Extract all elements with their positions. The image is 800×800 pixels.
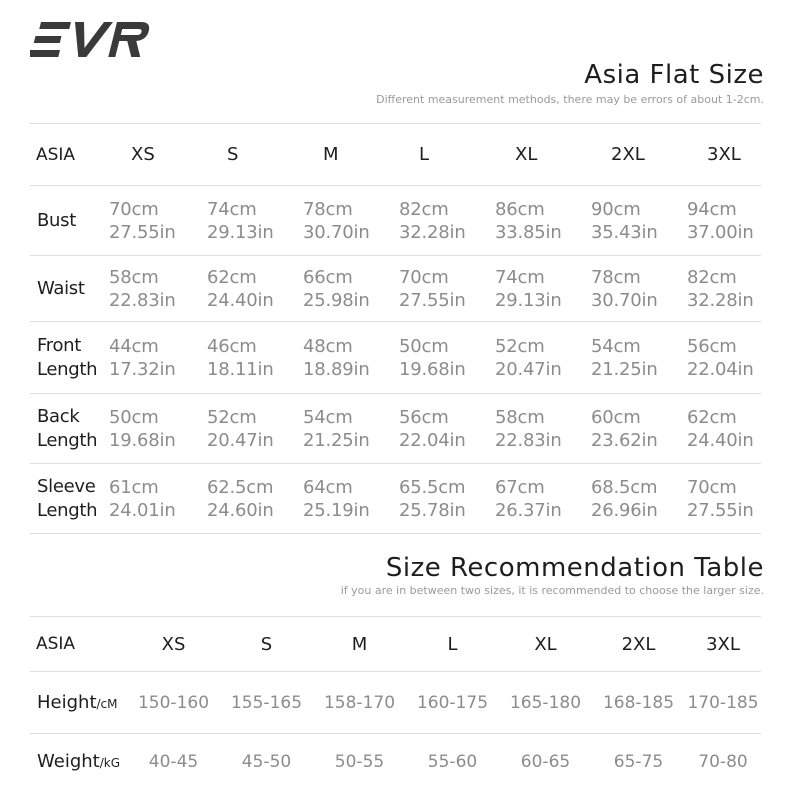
value-cm: 48cm (303, 335, 353, 357)
measurement-cell (687, 464, 761, 534)
size-header-l: L (406, 617, 499, 672)
value-cm: 56cm (399, 406, 449, 428)
value-cm: 82cm (399, 198, 449, 220)
measurement-cell (399, 464, 495, 534)
value-in: 26.96in (591, 499, 658, 521)
measurement-cell (495, 322, 591, 394)
value-cm: 82cm (687, 266, 737, 288)
measurement-cell (399, 256, 495, 322)
value-in: 20.47in (495, 358, 562, 380)
measurement-label-line: Waist (37, 277, 85, 299)
measurement-cell (687, 322, 761, 394)
value-in: 18.11in (207, 358, 274, 380)
measurement-cell (109, 186, 207, 256)
measurement-cell (399, 322, 495, 394)
measurement-label (30, 256, 109, 322)
value-cm: 44cm (109, 335, 159, 357)
recommendation-unit: /cM (96, 697, 118, 711)
measurement-cell (495, 464, 591, 534)
value-cm: 86cm (495, 198, 545, 220)
size-header-xl: XL (495, 124, 591, 186)
recommendation-cell: 70-80 (698, 751, 748, 772)
recommendation-label-text: Height (37, 692, 97, 713)
value-in: 22.04in (399, 429, 466, 451)
value-in: 23.62in (591, 429, 658, 451)
measurement-row (30, 464, 761, 534)
measurement-label-line: Length (37, 499, 98, 521)
value-in: 25.78in (399, 499, 466, 521)
recommendation-label-text: Weight (37, 751, 100, 773)
value-in: 22.04in (687, 358, 754, 380)
measurement-cell (495, 394, 591, 464)
recommendation-subtitle: if you are in between two sizes, it is recommended to choose the larger size. (340, 584, 764, 597)
recommendation-cell: 55-60 (427, 751, 478, 772)
value-cm: 46cm (207, 335, 257, 357)
value-in: 29.13in (207, 221, 274, 243)
measurement-cell (399, 186, 495, 256)
measurement-cell (109, 256, 207, 322)
value-cm: 62.5cm (207, 476, 274, 498)
value-in: 37.00in (687, 221, 754, 243)
size-header-xs: XS (127, 617, 220, 672)
flat-size-header-row (30, 124, 761, 186)
value-in: 24.60in (207, 499, 274, 521)
recommendation-cell: 65-75 (613, 751, 664, 772)
recommendation-table (30, 616, 761, 790)
measurement-label (30, 464, 109, 534)
size-header-m: M (303, 124, 399, 186)
value-in: 24.40in (207, 289, 274, 311)
measurement-row (30, 256, 761, 322)
value-cm: 68.5cm (591, 476, 658, 498)
measurement-cell (303, 394, 399, 464)
recommendation-cell: 160-175 (406, 672, 499, 734)
brand-logo (30, 18, 160, 64)
value-cm: 74cm (207, 198, 257, 220)
size-header-3xl: 3XL (685, 617, 761, 672)
measurement-cell (495, 256, 591, 322)
value-cm: 70cm (109, 198, 159, 220)
measurement-cell (687, 256, 761, 322)
evr-logo-icon (30, 18, 160, 64)
value-in: 25.98in (303, 289, 370, 311)
value-cm: 67cm (495, 476, 545, 498)
value-cm: 60cm (591, 406, 641, 428)
recommendation-row (30, 734, 761, 790)
recommendation-cell: 168-185 (592, 672, 685, 734)
measurement-label-line: Front (37, 334, 82, 356)
measurement-label (30, 394, 109, 464)
value-cm: 90cm (591, 198, 641, 220)
value-cm: 70cm (399, 266, 449, 288)
size-header-3xl: 3XL (687, 124, 761, 186)
measurement-row (30, 322, 761, 394)
measurement-cell (207, 256, 303, 322)
recommendation-cell: 150-160 (127, 672, 220, 734)
value-in: 29.13in (495, 289, 562, 311)
value-in: 26.37in (495, 499, 562, 521)
value-in: 32.28in (399, 221, 466, 243)
value-in: 21.25in (591, 358, 658, 380)
measurement-cell (591, 256, 687, 322)
size-header-2xl: 2XL (592, 617, 685, 672)
value-cm: 78cm (591, 266, 641, 288)
measurement-cell (207, 394, 303, 464)
measurement-label-line: Sleeve (37, 475, 96, 497)
measurement-cell (591, 322, 687, 394)
value-in: 25.19in (303, 499, 370, 521)
measurement-cell (591, 394, 687, 464)
value-cm: 94cm (687, 198, 737, 220)
recommendation-cell: 40-45 (148, 751, 199, 772)
measurement-cell (109, 322, 207, 394)
value-cm: 58cm (495, 406, 545, 428)
value-in: 30.70in (591, 289, 658, 311)
value-cm: 70cm (687, 476, 737, 498)
measurement-label-line: Back (37, 405, 80, 427)
size-header-xs: XS (109, 124, 207, 186)
value-cm: 62cm (207, 266, 257, 288)
measurement-label-line: Length (37, 429, 98, 451)
flat-size-subtitle: Different measurement methods, there may be errors of about 1-2cm. (376, 93, 764, 106)
measurement-cell (687, 186, 761, 256)
size-header-l: L (399, 124, 495, 186)
measurement-cell (207, 464, 303, 534)
measurement-label (30, 322, 109, 394)
measurement-row (30, 394, 761, 464)
measurement-cell (495, 186, 591, 256)
recommendation-cell: 155-165 (220, 672, 313, 734)
value-cm: 52cm (495, 335, 545, 357)
value-in: 24.40in (687, 429, 754, 451)
value-cm: 50cm (399, 335, 449, 357)
value-in: 35.43in (591, 221, 658, 243)
measurement-row (30, 186, 761, 256)
value-in: 22.83in (109, 289, 176, 311)
size-header-s: S (220, 617, 313, 672)
value-in: 22.83in (495, 429, 562, 451)
measurement-cell (303, 186, 399, 256)
value-cm: 50cm (109, 406, 159, 428)
value-cm: 74cm (495, 266, 545, 288)
flat-size-table (30, 123, 761, 534)
size-header-2xl: 2XL (591, 124, 687, 186)
recommendation-title: Size Recommendation Table (385, 553, 764, 583)
value-cm: 54cm (303, 406, 353, 428)
recommendation-header-row (30, 617, 761, 672)
value-in: 27.55in (399, 289, 466, 311)
value-in: 32.28in (687, 289, 754, 311)
size-header-m: M (313, 617, 406, 672)
measurement-cell (207, 186, 303, 256)
value-cm: 64cm (303, 476, 353, 498)
measurement-cell (207, 322, 303, 394)
value-cm: 66cm (303, 266, 353, 288)
value-in: 19.68in (109, 429, 176, 451)
measurement-cell (303, 256, 399, 322)
measurement-cell (303, 464, 399, 534)
measurement-cell (109, 394, 207, 464)
value-in: 30.70in (303, 221, 370, 243)
recommendation-cell: 165-180 (499, 672, 592, 734)
value-cm: 56cm (687, 335, 737, 357)
value-cm: 58cm (109, 266, 159, 288)
value-in: 27.55in (687, 499, 754, 521)
value-in: 27.55in (109, 221, 176, 243)
measurement-label-line: Bust (37, 209, 76, 231)
recommendation-label (30, 734, 127, 790)
flat-size-title: Asia Flat Size (584, 60, 764, 90)
corner-label: ASIA (30, 124, 109, 186)
size-header-xl: XL (499, 617, 592, 672)
recommendation-cell: 50-55 (334, 751, 385, 772)
measurement-cell (109, 464, 207, 534)
recommendation-unit: /kG (99, 756, 121, 771)
recommendation-cell: 60-65 (520, 751, 571, 772)
value-cm: 65.5cm (399, 476, 466, 498)
value-cm: 52cm (207, 406, 257, 428)
measurement-label (30, 186, 109, 256)
measurement-label-line: Length (37, 358, 98, 380)
value-in: 21.25in (303, 429, 370, 451)
measurement-cell (591, 186, 687, 256)
recommendation-row (30, 672, 761, 734)
value-in: 24.01in (109, 499, 176, 521)
recommendation-cell: 158-170 (313, 672, 406, 734)
measurement-cell (303, 322, 399, 394)
value-cm: 62cm (687, 406, 737, 428)
recommendation-cell: 45-50 (241, 751, 292, 772)
value-in: 19.68in (399, 358, 466, 380)
value-cm: 54cm (591, 335, 641, 357)
measurement-cell (687, 394, 761, 464)
value-in: 33.85in (495, 221, 562, 243)
value-in: 20.47in (207, 429, 274, 451)
corner-label: ASIA (30, 617, 127, 672)
value-cm: 78cm (303, 198, 353, 220)
recommendation-label (30, 672, 127, 734)
value-in: 18.89in (303, 358, 370, 380)
measurement-cell (591, 464, 687, 534)
value-cm: 61cm (109, 476, 159, 498)
size-header-s: S (207, 124, 303, 186)
recommendation-cell: 170-185 (685, 672, 761, 734)
value-in: 17.32in (109, 358, 176, 380)
measurement-cell (399, 394, 495, 464)
